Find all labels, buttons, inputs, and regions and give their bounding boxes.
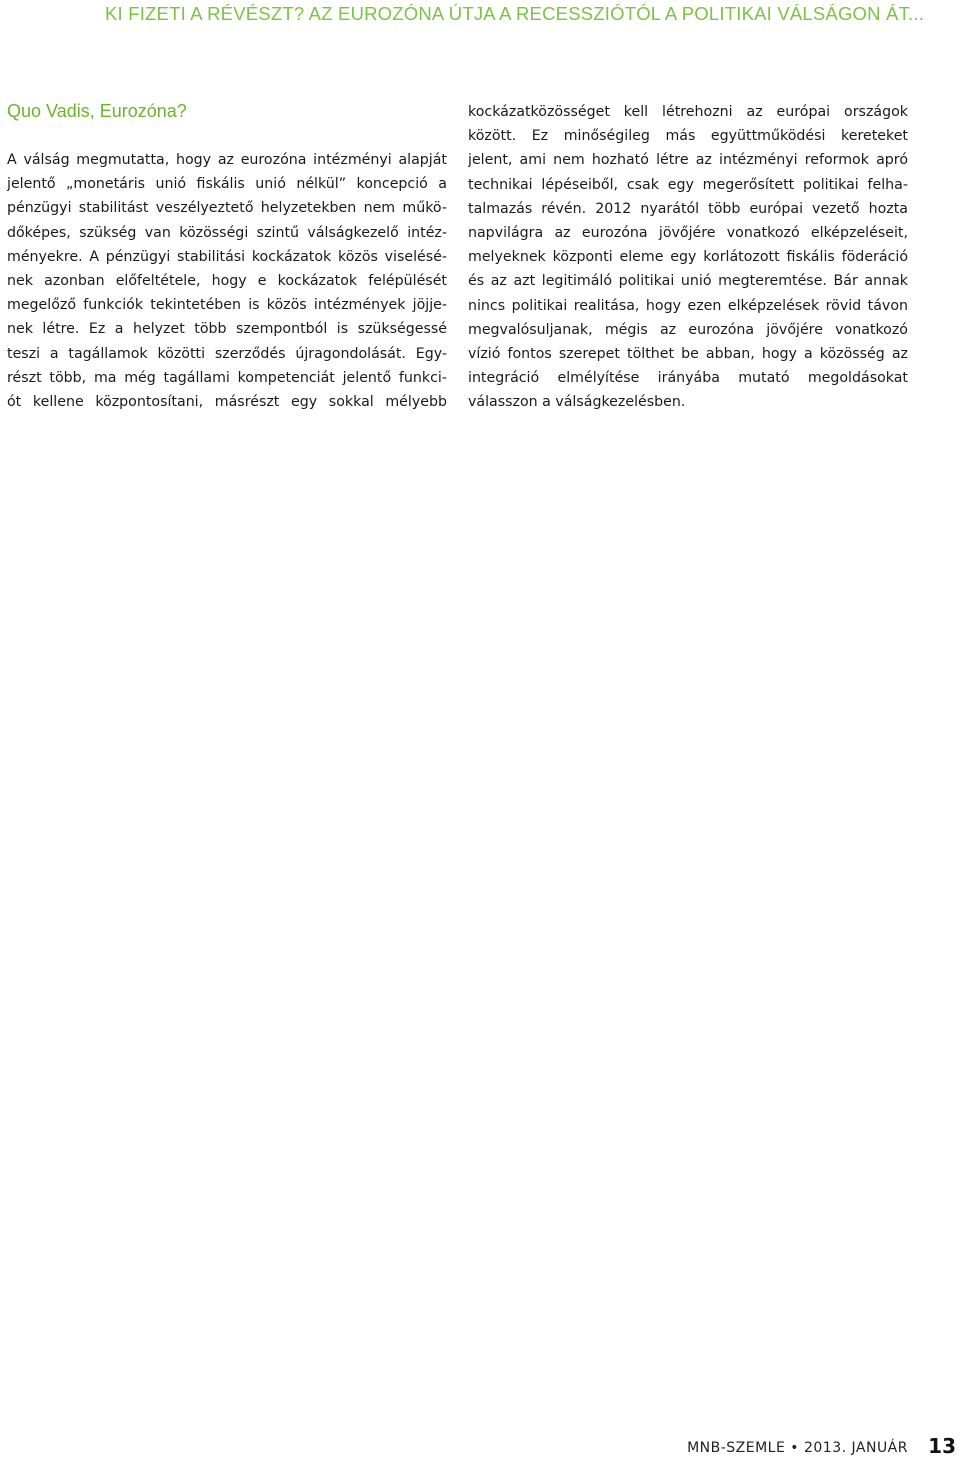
text-line: vízió fontos szerepet tölthet be abban, hogy a közösség az <box>468 345 908 362</box>
text-line: megelőző funkciók tekintetében is közös intézmények jöjje- <box>7 297 447 314</box>
text-line: nek létre. Ez a helyzet több szempontból is szükségessé <box>7 321 447 338</box>
text-line: és az azt legitimáló politikai unió megteremtése. Bár annak <box>468 273 908 290</box>
section-title: Quo Vadis, Eurozóna? <box>7 101 187 121</box>
text-line: megvalósuljanak, mégis az eurozóna jövőjére vonatkozó <box>468 321 908 338</box>
text-line: napvilágra az eurozóna jövőjére vonatkozó elképzeléseit, <box>468 224 908 241</box>
text-line: technikai lépéseiből, csak egy megerősített politikai felha- <box>468 176 908 193</box>
text-line: dőképes, szükség van közösségi szintű válságkezelő intéz- <box>7 224 447 241</box>
text-line: pénzügyi stabilitást veszélyeztető helyzetekben nem műkö- <box>7 200 447 217</box>
text-line: ót kellene központosítani, másrészt egy sokkal mélyebb <box>7 393 447 410</box>
right-column <box>468 100 908 414</box>
text-line: jelentő „monetáris unió fiskális unió nélkül” koncepció a <box>7 176 447 193</box>
running-head: KI FIZETI A RÉVÉSZT? AZ EUROZÓNA ÚTJA A RECESSZIÓTÓL A POLITIKAI VÁLSÁGON ÁT... <box>105 3 925 24</box>
text-line: teszi a tagállamok közötti szerződés újragondolását. Egy- <box>7 345 447 362</box>
text-line: melyeknek központi eleme egy korlátozott fiskális föderáció <box>468 249 908 266</box>
text-line: ményekre. A pénzügyi stabilitási kockázatok közös viselésé- <box>7 248 447 265</box>
left-column <box>7 148 447 414</box>
text-line: válasszon a válságkezelésben. <box>468 394 686 411</box>
text-line: jelent, ami nem hozható létre az intézményi reformok apró <box>468 152 908 169</box>
footer-publication: MNB-SZEMLE • 2013. JANUÁR <box>687 1440 908 1456</box>
text-line: nek azonban előfeltétele, hogy e kockázatok felépülését <box>7 272 447 289</box>
text-line: A válság megmutatta, hogy az eurozóna intézményi alapját <box>7 152 447 168</box>
text-line: között. Ez minőségileg más együttműködési kereteket <box>468 128 908 145</box>
text-line: részt több, ma még tagállami kompetenciát jelentő funkci- <box>7 369 447 386</box>
text-line: talmazás révén. 2012 nyarától több európai vezető hozta <box>468 200 908 217</box>
text-line: integráció elmélyítése irányába mutató megoldásokat <box>468 370 908 387</box>
text-line: nincs politikai realitása, hogy ezen elképzelések rövid távon <box>468 297 908 314</box>
text-line: kockázatközösséget kell létrehozni az európai országok <box>468 104 908 120</box>
page-number: 13 <box>928 1434 956 1458</box>
